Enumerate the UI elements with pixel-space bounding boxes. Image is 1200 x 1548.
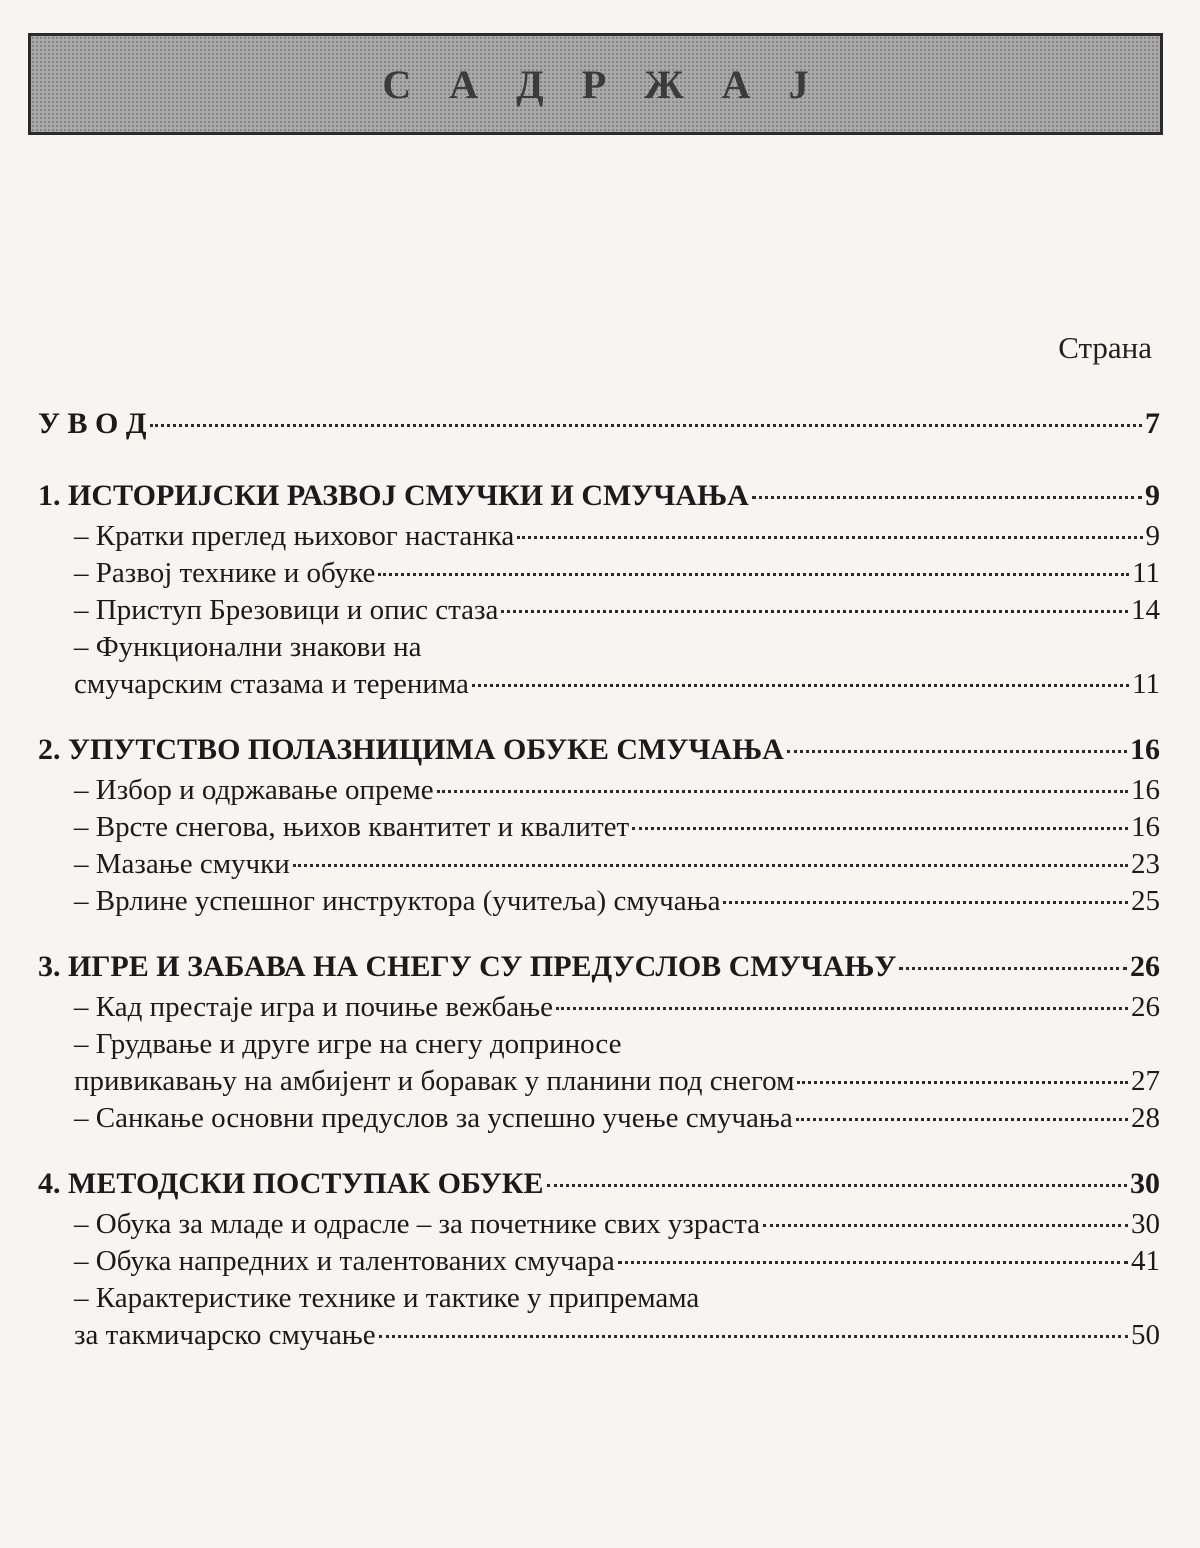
toc-entry-label: – Мазање смучки <box>74 848 290 880</box>
toc-subentry[interactable] <box>38 809 1160 846</box>
dot-leader <box>437 790 1128 793</box>
toc-entry-page: 16 <box>1131 774 1160 806</box>
toc-entry-label: 4. МЕТОДСКИ ПОСТУПАК ОБУКЕ <box>38 1167 544 1200</box>
toc-entry-page: 26 <box>1130 950 1160 983</box>
toc-subentry-first-line: – Карактеристике технике и тактике у припремама <box>74 1282 700 1314</box>
toc-subentry[interactable] <box>38 555 1160 592</box>
toc-subentry[interactable] <box>38 883 1160 920</box>
toc-entry-label: – Кратки преглед њиховог настанка <box>74 520 515 552</box>
toc-entry-label: – Избор и одржавање опреме <box>74 774 434 806</box>
toc-entry-page: 30 <box>1130 1167 1160 1200</box>
toc-entry-page: 41 <box>1131 1245 1160 1277</box>
toc-entry-label: – Санкање основни предуслов за успешно учење смучања <box>74 1102 793 1134</box>
toc-entry-label: – Обука напредних и талентованих смучара <box>74 1245 615 1277</box>
toc-subentry-first-line: – Функционални знакови на <box>74 631 422 663</box>
toc-section-heading[interactable] <box>38 1164 1160 1204</box>
toc-entry-label: – Врлине успешног инструктора (учитеља) смучања <box>74 885 721 917</box>
toc-section-1 <box>38 476 1160 703</box>
toc-entry-page: 11 <box>1132 668 1160 700</box>
toc-entry-page: 27 <box>1131 1065 1160 1097</box>
toc-intro <box>38 404 1160 444</box>
toc-subentry[interactable] <box>38 1206 1160 1243</box>
toc-entry-label: У В О Д <box>38 407 147 440</box>
toc-entry-page: 16 <box>1131 811 1160 843</box>
dot-leader <box>763 1224 1128 1227</box>
toc-section-3 <box>38 947 1160 1137</box>
toc-entry[interactable] <box>38 404 1160 444</box>
toc-section-2 <box>38 730 1160 920</box>
dot-leader <box>501 610 1128 613</box>
toc-entry-label: привикавању на амбијент и боравак у планини под снегом <box>74 1065 795 1097</box>
toc-entry-page: 11 <box>1132 557 1160 589</box>
toc-subentry[interactable] <box>38 518 1160 555</box>
dot-leader <box>787 750 1127 753</box>
toc-entry-page: 25 <box>1131 885 1160 917</box>
dot-leader <box>899 967 1127 970</box>
toc-subentry[interactable] <box>38 592 1160 629</box>
toc-subentry[interactable] <box>38 1317 1160 1354</box>
dot-leader <box>632 827 1128 830</box>
dot-leader <box>150 424 1142 427</box>
toc-entry-page: 9 <box>1145 479 1160 512</box>
toc-entry-page: 9 <box>1145 520 1160 552</box>
toc-entry-label: – Приступ Брезовици и опис стаза <box>74 594 499 626</box>
dot-leader <box>796 1118 1128 1121</box>
dot-leader <box>556 1007 1128 1010</box>
title-banner <box>28 33 1163 135</box>
toc-section-heading[interactable] <box>38 730 1160 770</box>
toc-section-heading[interactable] <box>38 476 1160 516</box>
toc-subentry[interactable] <box>38 772 1160 809</box>
toc-entry-label: – Врсте снегова, њихов квантитет и квалитет <box>74 811 630 843</box>
dot-leader <box>797 1081 1128 1084</box>
toc-entry-label: – Развој технике и обуке <box>74 557 376 589</box>
toc-subentry[interactable] <box>38 1063 1160 1100</box>
toc-entry-page: 23 <box>1131 848 1160 880</box>
toc-entry-label: 2. УПУТСТВО ПОЛАЗНИЦИМА ОБУКЕ СМУЧАЊА <box>38 733 784 766</box>
toc-section-heading[interactable] <box>38 947 1160 987</box>
toc-subentry[interactable] <box>38 846 1160 883</box>
toc-entry-label: 3. ИГРЕ И ЗАБАВА НА СНЕГУ СУ ПРЕДУСЛОВ СМУЧАЊУ <box>38 950 897 983</box>
dot-leader <box>723 901 1128 904</box>
toc-entry-page: 14 <box>1131 594 1160 626</box>
toc-subentry[interactable] <box>38 1100 1160 1137</box>
toc-entry-page: 16 <box>1130 733 1160 766</box>
dot-leader <box>379 1335 1128 1338</box>
toc-entry-label: смучарским стазама и теренима <box>74 668 469 700</box>
dot-leader <box>752 496 1142 499</box>
toc-entry-label: – Обука за младе и одрасле – за почетнике свих узраста <box>74 1208 760 1240</box>
dot-leader <box>517 536 1142 539</box>
toc-section-4 <box>38 1164 1160 1354</box>
toc-entry-page: 50 <box>1131 1319 1160 1351</box>
toc-entry-page: 30 <box>1131 1208 1160 1240</box>
dot-leader <box>293 864 1128 867</box>
toc-entry-page: 28 <box>1131 1102 1160 1134</box>
page-column-label: Страна <box>1058 330 1152 365</box>
toc-subentry[interactable] <box>38 1243 1160 1280</box>
toc-entry-label: 1. ИСТОРИЈСКИ РАЗВОЈ СМУЧКИ И СМУЧАЊА <box>38 479 749 512</box>
dot-leader <box>378 573 1129 576</box>
toc-entry-page: 7 <box>1145 407 1160 440</box>
toc-entry-page: 26 <box>1131 991 1160 1023</box>
toc-subentry[interactable] <box>38 666 1160 703</box>
toc-entry-label: за такмичарско смучање <box>74 1319 376 1351</box>
page-title: С А Д Р Ж А Ј <box>382 61 823 107</box>
toc-subentry-first-line: – Грудвање и друге игре на снегу доприносе <box>74 1028 622 1060</box>
dot-leader <box>618 1261 1128 1264</box>
toc-subentry[interactable] <box>38 989 1160 1026</box>
table-of-contents <box>38 404 1160 1381</box>
dot-leader <box>547 1184 1127 1187</box>
toc-entry-label: – Кад престаје игра и почиње вежбање <box>74 991 553 1023</box>
dot-leader <box>472 684 1129 687</box>
